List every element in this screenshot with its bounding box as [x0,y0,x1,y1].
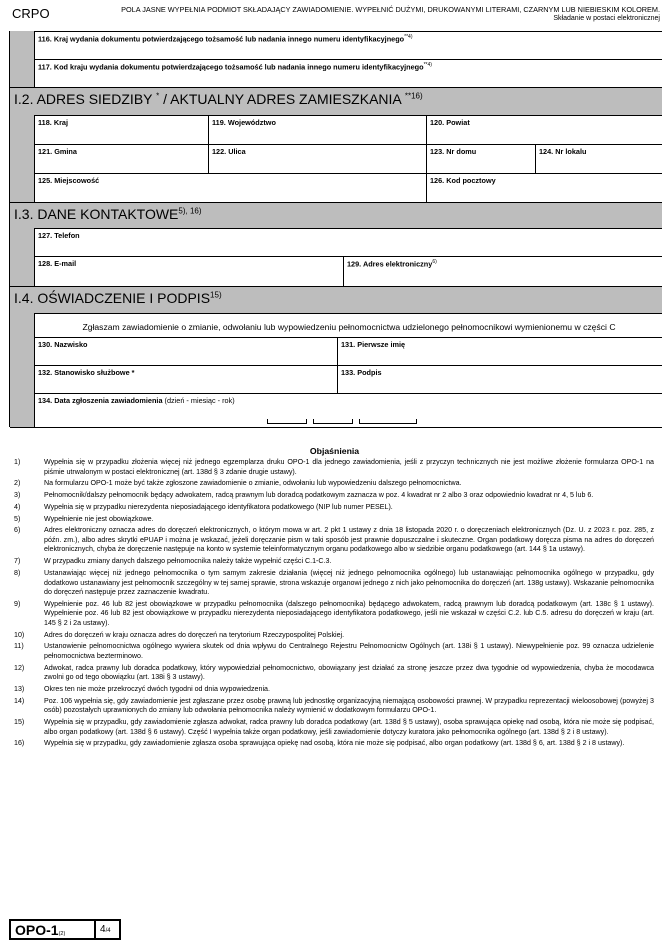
page-header [0,0,669,30]
explanation-item [14,515,654,525]
instruction-subtext: Składanie w postaci elektronicznej [553,15,660,22]
field-125-label: 125. Miejscowość [38,176,100,185]
field-123-label: 123. Nr domu [430,147,477,156]
form-code: OPO-1 [15,922,59,938]
explanation-item [14,557,654,567]
footer-separator [94,921,96,938]
crpo-logo: CRPO [12,6,50,21]
explanation-item [14,642,654,661]
field-126-label: 126. Kod pocztowy [430,176,496,185]
form-footer [9,919,121,940]
explanation-text: Wypełnia się w przypadku złożenia więcej niż jednego egzemplarza druku OPO-1 dla jednego zawiadomienia, jeśli z przyczyn technicznych nie jest możliwe złożenie formularza OPO-1 na piśmie utrwalonym w postaci elektronicznej (art. 138d § 3 zdanie drugie ustawy). [44,458,654,476]
explanation-number: 13) [14,685,25,694]
field-129-note: 6) [432,259,437,265]
field-131-label: 131. Pierwsze imię [341,340,406,349]
explanation-number: 4) [14,502,21,511]
field-117[interactable] [34,59,662,87]
explanation-text: Wypełnia się w przypadku nierezydenta nieposiadającego identyfikatora podatkowego (NIP lub numer PESEL). [44,502,393,511]
field-122[interactable] [208,144,426,173]
explanation-text: Wypełnia się w przypadku, gdy zawiadomienie zgłasza osoba sprawująca opiekę nad osobą, która nie może się podpisać, albo organ podatkowy (art. 138d § 6, art. 138d § 2 i 8 ustawy). [44,739,625,748]
section-i2-header [10,87,662,115]
field-130[interactable] [34,337,337,365]
section-i2-star: * [156,91,160,101]
field-133[interactable] [337,365,662,393]
explanation-number: 12) [14,663,25,672]
explanation-text: Poz. 106 wypełnia się, gdy zawiadomienie jest zgłaszane przez osobę prawną lub jednostkę organizacyjną niemającą osobowości prawnej. W przypadku reprezentacji wieloosobowej (powyżej 3 osób) pozostałych uprawnionych do zmiany lub odwołania pełnomocnika należy wymienić w dodatkowym formularzu OPO-1. [44,696,654,715]
explanation-text: Wypełnienie nie jest obowiązkowe. [44,514,154,523]
gray-margin [10,228,34,286]
page-number: 4 [100,924,106,935]
explanation-text: Adres do doręczeń w kraju oznacza adres do doręczeń na terytorium Rzeczypospolitej Polskiej. [44,630,345,639]
explanation-number: 14) [14,696,25,705]
form-bottom-border [10,427,662,428]
field-120[interactable] [426,115,662,144]
explanation-number: 6) [14,526,21,535]
explanation-number: 5) [14,514,21,523]
explanation-number: 2) [14,479,21,488]
explanation-item [14,739,654,749]
explanation-text: W przypadku zmiany danych dalszego pełnomocnika należy także wypełnić części C.1-C.3. [44,557,332,566]
field-121-label: 121. Gmina [38,147,77,156]
explanation-number: 1) [14,458,21,466]
field-129[interactable] [343,256,662,286]
header-instruction [121,5,660,23]
explanation-text: Ustanawiając więcej niż jednego pełnomocnika o tym samym zakresie działania (więcej niż jednego pełnomocnika ogólnego) lub ustanawiając pełnomocnika ogólnego w przypadku, gdy dodatkowo ustanawiany jest pełnomocnik szczególny w tej samej sprawie, strona wskazuje organowi jednego z nich jako pełnomocnika do doręczeń (art. 138g ustawy). Wskazanie pełnomocnika do doręczeń następuje przez zaznaczenie kwadratu. [44,569,654,597]
section-i3-note: 5), 16) [178,206,202,216]
field-124[interactable] [535,144,662,173]
field-117-note: **4) [423,62,432,68]
field-134[interactable] [34,393,662,427]
explanation-text: Wypełnia się w przypadku, gdy zawiadomienie zgłasza adwokat, radca prawny lub doradca podatkowy (art. 138d § 5 ustawy), osoba sprawująca opiekę nad osobą, która nie może się podpisać, albo organ podatkowy (art. 138d § 6 ustawy). Część I wypełnia także organ podatkowy, jeśli zawiadomienie dotyczy kuratora jako pełnomocnika ogólnego (art. 138d § 2 i 8 ustawy). [44,718,654,736]
field-119-label: 119. Województwo [212,118,276,127]
section-i2-title-rest: / AKTUALNY ADRES ZAMIESZKANIA [159,91,405,107]
section-i3-header [10,202,662,228]
section-i4-note: 15) [210,290,222,300]
explanation-text: Adwokat, radca prawny lub doradca podatkowy, który wypowiedział pełnomocnictwo, obowiązany jest działać za stronę jeszcze przez dwa tygodnie od wypowiedzenia, chyba że mocodawca zwolni go od tego obowiązku (art. 138i § 3 ustawy). [44,663,654,682]
explanation-item [14,503,654,513]
gray-margin [10,31,34,87]
field-116[interactable] [34,31,662,59]
explanation-number: 7) [14,557,21,566]
explanation-number: 3) [14,491,21,500]
field-131[interactable] [337,337,662,365]
explanation-number: 10) [14,630,25,639]
explanation-text: Pełnomocnik/dalszy pełnomocnik będący adwokatem, radcą prawnym lub doradcą podatkowym zaznacza w poz. 4 kwadrat nr 2 albo 3 oraz odpowiednio kwadrat nr 4, 5 lub 6. [44,491,594,500]
field-118[interactable] [34,115,208,144]
field-129-label: 129. Adres elektroniczny [347,259,433,269]
field-120-label: 120. Powiat [430,118,470,127]
field-123[interactable] [426,144,535,173]
explanation-number: 11) [14,642,24,651]
explanation-item [14,664,654,683]
declaration-box [34,313,662,337]
section-i2-title: I.2. ADRES SIEDZIBY [14,91,153,107]
field-133-label: 133. Podpis [341,368,382,377]
explanation-item [14,685,654,695]
explanation-item [14,458,654,477]
explanations-list [14,458,654,751]
form-part-i [9,31,661,427]
explanation-text: Wypełnienie poz. 46 lub 82 jest obowiązkowe w przypadku pełnomocnika (dalszego pełnomocnika) będącego adwokatem, radcą prawnym lub doradcą podatkowym (art. 138c § 1 ustawy). Wypełnienie poz. 46 lub 82 jest obowiązkowe w przypadku nierezydenta nieposiadającego identyfikatora podatkowego, jeśli nie wskazał w części C.2. lub C.5. adresu do doręczeń w kraju (art. 145 § 2 i 2a ustawy). [44,599,654,627]
field-125[interactable] [34,173,426,202]
field-132[interactable] [34,365,337,393]
field-130-label: 130. Nazwisko [38,340,88,349]
explanation-item [14,569,654,598]
explanation-item [14,631,654,641]
field-132-label: 132. Stanowisko służbowe * [38,368,135,377]
field-122-label: 122. Ulica [212,147,246,156]
field-128[interactable] [34,256,343,286]
explanation-item [14,718,654,737]
section-i4-header [10,286,662,313]
field-121[interactable] [34,144,208,173]
form-version: (2) [58,931,66,937]
explanation-text: Okres ten nie może przekroczyć dwóch tygodni od dnia wypowiedzenia. [44,685,270,694]
explanation-text: Na formularzu OPO-1 może być także zgłoszone zawiadomienie o zmianie, odwołaniu lub wypowiedzeniu dalszego pełnomocnictwa. [44,479,462,488]
explanation-number: 16) [14,739,25,748]
field-126[interactable] [426,173,662,202]
field-134-label: 134. Data zgłoszenia zawiadomienia [38,396,163,405]
explanation-item [14,526,654,555]
declaration-text: Zgłaszam zawiadomienie o zmianie, odwołaniu lub wypowiedzeniu pełnomocnictwa udzielonego pełnomocnikowi wymienionemu w części C [82,322,616,332]
field-124-label: 124. Nr lokalu [539,147,587,156]
explanation-number: 15) [14,718,25,727]
section-i2-note: **16) [404,91,423,101]
explanation-number: 9) [14,599,21,608]
date-input-boxes[interactable] [267,412,417,424]
field-117-label: 117. Kod kraju wydania dokumentu potwierdzającego tożsamość lub nadania innego numeru identyfikacyjnego [38,62,424,72]
field-134-hint: (dzień - miesiąc - rok) [164,396,235,405]
field-128-label: 128. E-mail [38,259,77,268]
field-116-label: 116. Kraj wydania dokumentu potwierdzającego tożsamość lub nadania innego numeru identyfikacyjnego [38,34,405,44]
explanation-text: Ustanowienie pełnomocnictwa ogólnego wywiera skutek od dnia wpływu do Centralnego Rejestru Pełnomocnictw Ogólnych (art. 138i § 1 ustawy). Niewypełnienie poz. 99 oznacza udzielenie pełnomocnictwa bezterminowo. [44,642,654,660]
gray-margin [10,313,34,427]
field-118-label: 118. Kraj [38,118,69,127]
page-total: /4 [105,928,111,934]
explanation-item [14,491,654,501]
explanation-item [14,479,654,489]
section-i3-title: I.3. DANE KONTAKTOWE [14,206,179,222]
explanation-number: 8) [14,569,21,578]
field-127-label: 127. Telefon [38,231,80,240]
explanation-item [14,697,654,716]
explanation-item [14,600,654,629]
explanations-title: Objaśnienia [309,446,360,456]
gray-margin [10,115,34,202]
instruction-text: POLA JASNE WYPEŁNIA PODMIOT SKŁADAJĄCY ZAWIADOMIENIE. WYPEŁNIĆ DUŻYMI, DRUKOWANYMI LITERAMI, CZARNYM LUB NIEBIESKIM KOLOREM. [121,5,660,14]
field-116-note: **4) [404,34,413,40]
section-i4-title: I.4. OŚWIADCZENIE I PODPIS [14,290,211,306]
explanation-text: Adres elektroniczny oznacza adres do doręczeń elektronicznych, o którym mowa w art. 2 pkt 1 ustawy z dnia 18 listopada 2020 r. o doręczeniach elektronicznych (Dz. U. z 2023 r. poz. 285, z późn. zm.), albo adres skrytki ePUAP i można je wskazać, jeżeli doręczanie pism w taki sposób jest prawnie dopuszczalne i skuteczne. Organ podatkowy doręcza pisma na adres do doręczeń elektronicznych, chyba że doręczenie następuje na konto w systemie teleinformatycznym organu podatkowego albo w siedzibie organu podatkowego (art. 144 § 1a ustawy). [44,526,654,554]
field-127[interactable] [34,228,662,256]
field-119[interactable] [208,115,426,144]
